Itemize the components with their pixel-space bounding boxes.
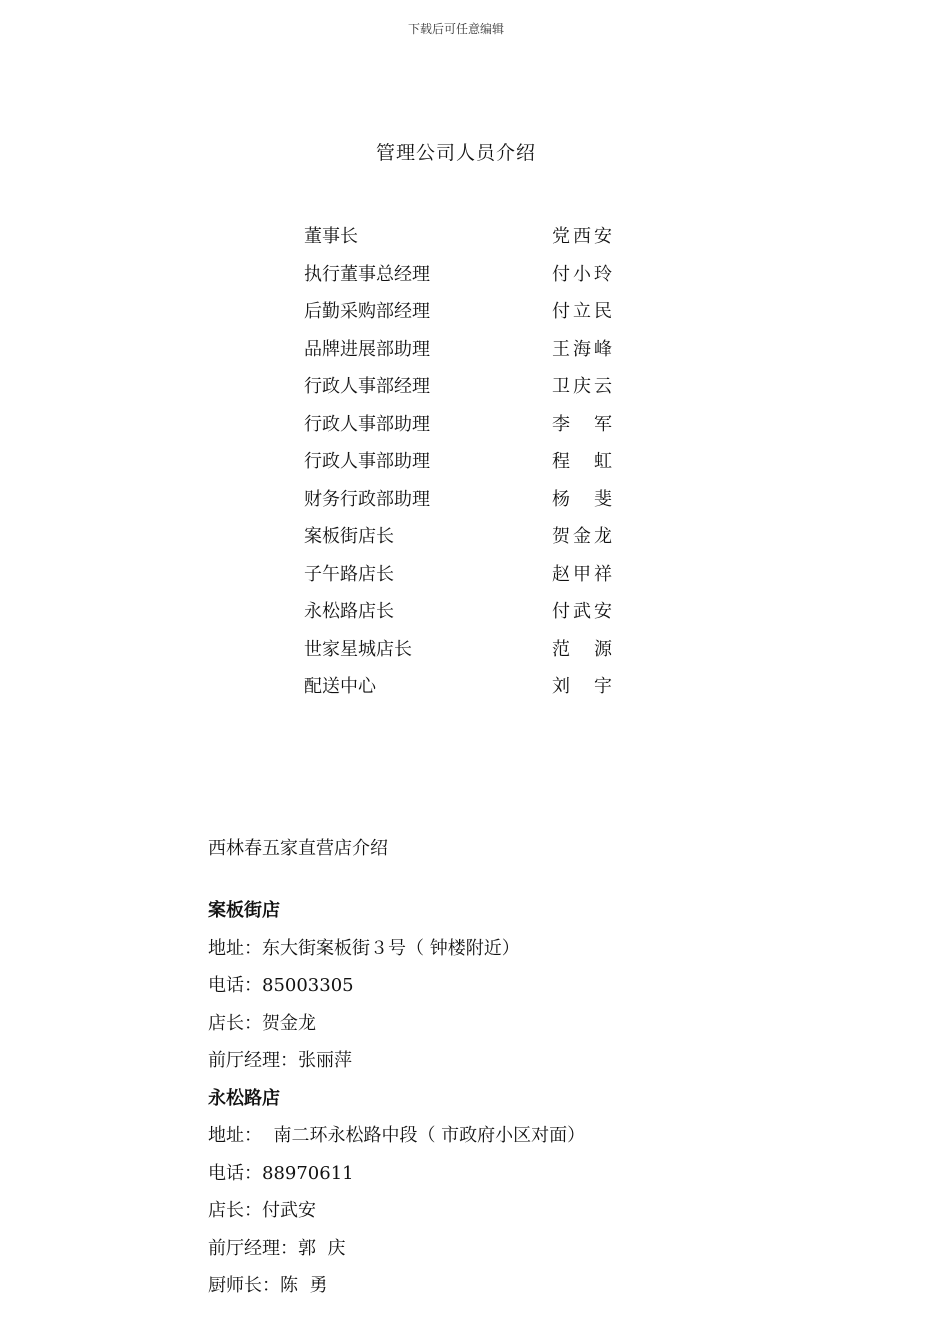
- staff-name: 贺金龙: [552, 526, 612, 547]
- staff-row: [304, 637, 624, 675]
- staff-name: 范源: [552, 638, 612, 660]
- store-manager: 店长：付武安: [208, 1200, 316, 1221]
- staff-name: 王海峰: [552, 338, 612, 360]
- staff-name: 卫庆云: [552, 376, 612, 397]
- staff-row: [304, 562, 624, 600]
- store-address: 地址： 南二环永松路中段（ 市政府小区对面）: [208, 1125, 586, 1146]
- header-note: 下载后可任意编辑: [407, 22, 504, 36]
- staff-name: 杨斐: [552, 488, 612, 510]
- staff-row: [304, 599, 624, 637]
- staff-row: [304, 262, 624, 300]
- staff-name: 刘宇: [552, 676, 612, 697]
- store-front-manager: 前厅经理：张丽萍: [208, 1050, 352, 1071]
- store-head-chef: 厨师长：陈 勇: [208, 1275, 328, 1296]
- staff-role: 财务行政部助理: [304, 488, 430, 510]
- stores-section: [208, 836, 908, 1311]
- staff-name: 李军: [552, 413, 612, 435]
- staff-row: [304, 674, 624, 712]
- store-address: 地址：东大街案板街３号（ 钟楼附近）: [208, 937, 520, 959]
- staff-role: 案板街店长: [304, 526, 394, 547]
- store-front-manager: 前厅经理：郭 庆: [208, 1237, 346, 1259]
- staff-row: [304, 299, 624, 337]
- store-block-anbanjie: [208, 898, 908, 1086]
- staff-name: 程虹: [552, 451, 612, 472]
- staff-role: 子午路店长: [304, 563, 394, 585]
- staff-row: [304, 412, 624, 450]
- stores-section-title: 西林春五家直营店介绍: [208, 838, 388, 859]
- staff-row: [304, 487, 624, 525]
- staff-role: 行政人事部助理: [304, 451, 430, 472]
- staff-name: 党西安: [552, 226, 612, 247]
- staff-row: [304, 524, 624, 562]
- staff-role: 配送中心: [304, 676, 376, 697]
- page-title: 管理公司人员介绍: [375, 142, 536, 164]
- staff-name: 赵甲祥: [552, 563, 612, 585]
- staff-list: [304, 224, 624, 712]
- store-manager: 店长：贺金龙: [208, 1012, 316, 1034]
- store-name: 案板街店: [208, 900, 280, 921]
- staff-row: [304, 224, 624, 262]
- staff-name: 付立民: [552, 301, 612, 322]
- store-block-yongsonglu: [208, 1086, 908, 1311]
- staff-name: 付武安: [552, 601, 612, 622]
- staff-role: 品牌进展部助理: [304, 338, 430, 360]
- staff-role: 后勤采购部经理: [304, 301, 430, 322]
- staff-name: 付小玲: [552, 263, 612, 285]
- staff-role: 董事长: [304, 226, 358, 247]
- staff-role: 行政人事部经理: [304, 376, 430, 397]
- staff-row: [304, 374, 624, 412]
- staff-role: 行政人事部助理: [304, 413, 430, 435]
- store-phone: 电话：85003305: [208, 975, 354, 996]
- staff-row: [304, 337, 624, 375]
- staff-role: 永松路店长: [304, 601, 394, 622]
- staff-role: 世家星城店长: [304, 638, 412, 660]
- staff-row: [304, 449, 624, 487]
- staff-role: 执行董事总经理: [304, 263, 430, 285]
- store-name: 永松路店: [208, 1087, 280, 1109]
- store-phone: 电话：88970611: [208, 1162, 354, 1184]
